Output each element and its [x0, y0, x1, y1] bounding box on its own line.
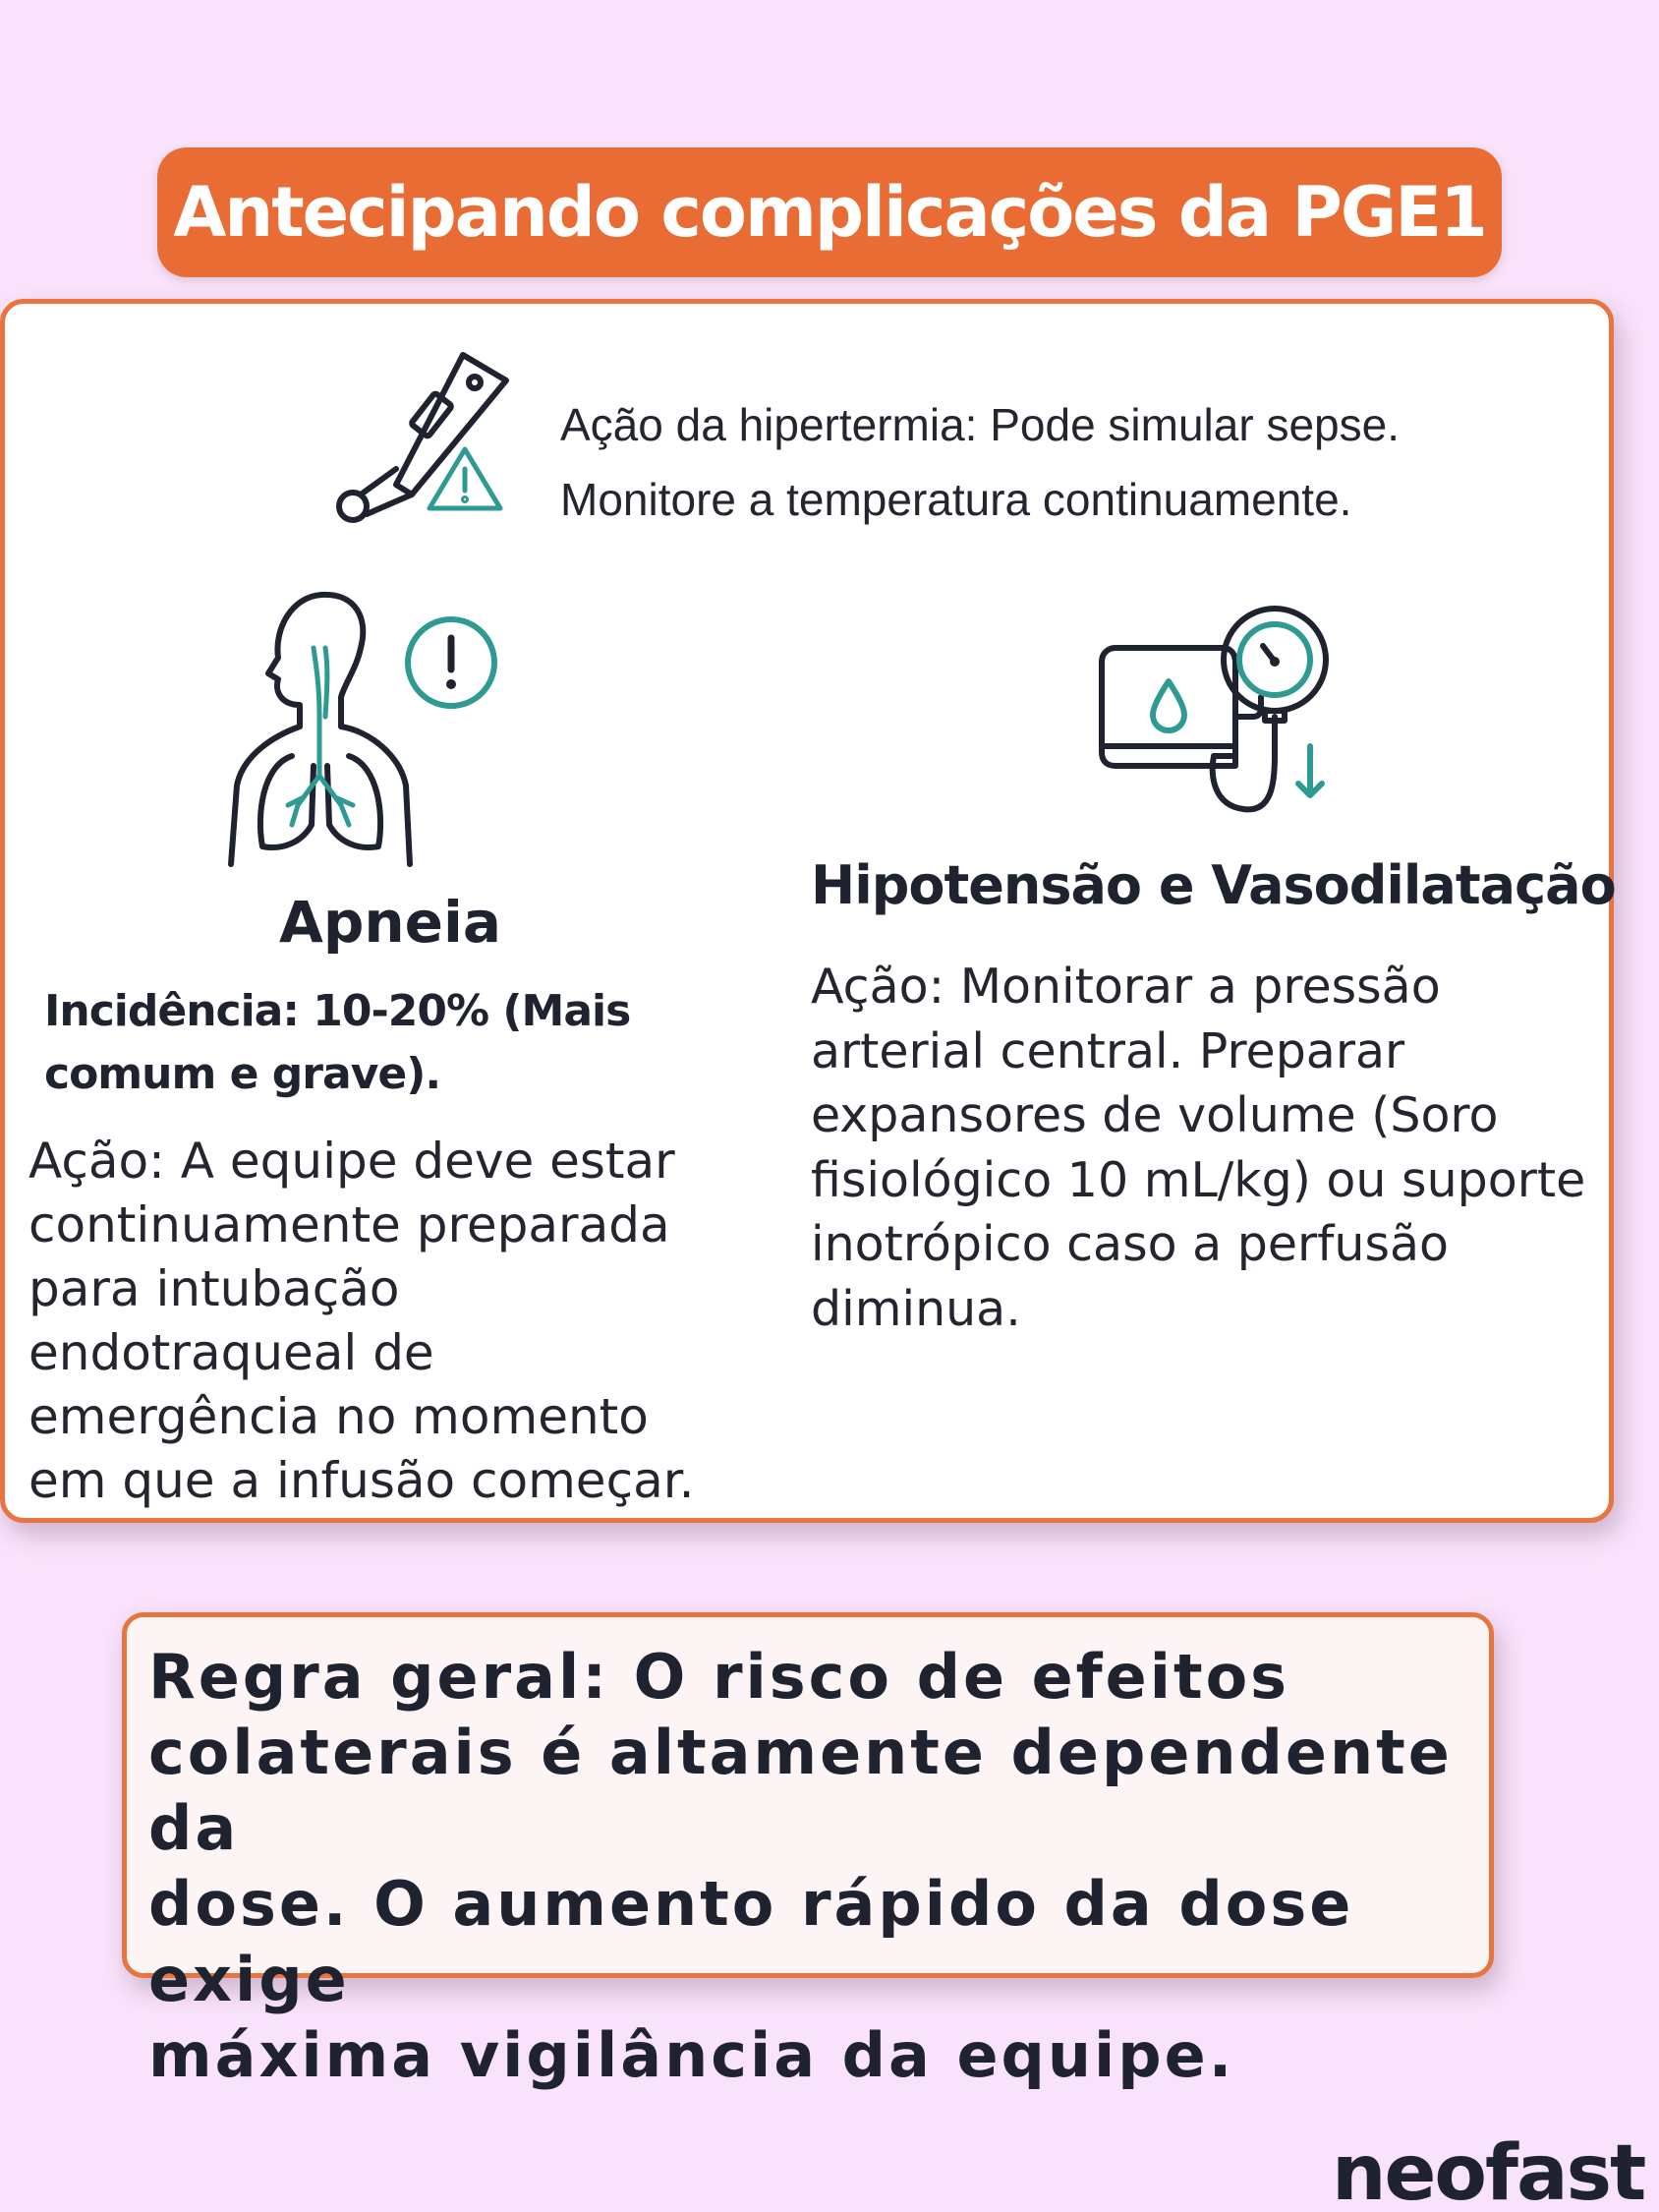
- apneia-action: Ação: A equipe deve estar continuamente preparada para intubação endotraqueal de emergência no momento em que a infusão começar.: [29, 1133, 695, 1509]
- complications-card: [0, 299, 1614, 1523]
- general-rule-card: [122, 1612, 1494, 2091]
- hypertermia-line-2: Monitore a temperatura continuamente.: [560, 474, 1352, 525]
- blood-pressure-gauge-icon: [1096, 599, 1342, 840]
- hypertermia-text: [560, 387, 1592, 537]
- title-banner: [157, 147, 1502, 277]
- general-rule-text: Regra geral: O risco de efeitos colaterais é altamente dependente da dose. O aumento rápido da dose exige máxima vigilância da equipe.: [148, 1641, 1453, 2091]
- hipotensao-action: Ação: Monitorar a pressão arterial central. Preparar expansores de volume (Soro fisiológico 10 mL/kg) ou suporte inotrópico caso a perfusão diminua.: [811, 959, 1586, 1337]
- lungs-alert-icon: [223, 589, 508, 869]
- neofast-logo-text: neofast: [1332, 2129, 1645, 2212]
- hipotensao-title: Hipotensão e Vasodilatação: [811, 854, 1616, 916]
- apneia-incidence: Incidência: 10-20% (Mais comum e grave).: [44, 986, 631, 1099]
- hypertermia-line-1: Ação da hipertermia: Pode simular sepse.: [560, 399, 1400, 450]
- neofast-logo: [1332, 2128, 1659, 2212]
- thermometer-warning-icon: [327, 341, 524, 528]
- apneia-title: Apneia: [278, 889, 502, 956]
- page-title: Antecipando complicações da PGE1: [173, 172, 1486, 253]
